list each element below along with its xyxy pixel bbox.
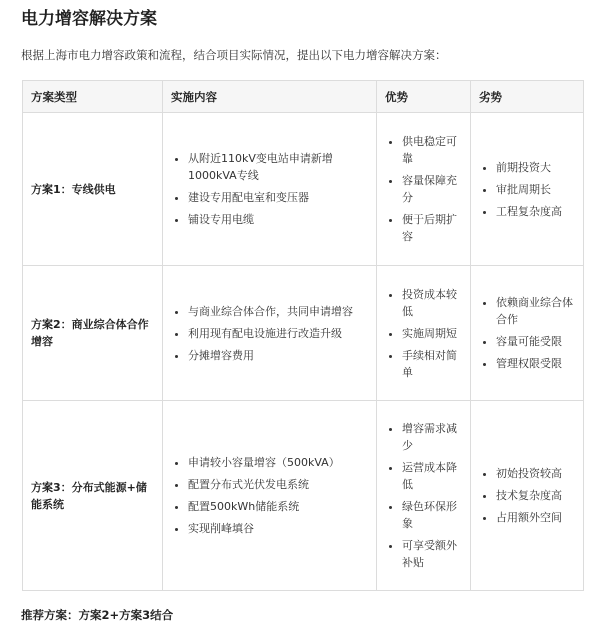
cons-list [479,294,577,372]
list-item: • 前期投资大 [496,159,577,176]
cons-list [479,465,577,526]
pros-cell [377,266,471,401]
list-item: • 手续相对简单 [402,347,464,381]
cons-cell [471,266,584,401]
list-item: • 初始投资较高 [496,465,577,482]
list-item: • 管理权限受限 [496,355,577,372]
content-cell [163,266,377,401]
list-item: • 技术复杂度高 [496,487,577,504]
header-cons: 劣势 [471,81,584,113]
list-item: • 申请较小容量增容（500kVA） [188,454,370,471]
pros-list [385,286,464,381]
list-item: • 从附近110kV变电站申请新增1000kVA专线 [188,150,370,184]
content-list [171,150,370,228]
page-title: 电力增容解决方案 [21,9,157,29]
header-content: 实施内容 [163,81,377,113]
list-item: • 绿色环保形象 [402,498,464,532]
list-item: • 占用额外空间 [496,509,577,526]
plan-name: 方案1：专线供电 [23,113,163,266]
list-item: • 工程复杂度高 [496,203,577,220]
list-item: • 与商业综合体合作，共同申请增容 [188,303,370,320]
list-item: • 容量保障充分 [402,172,464,206]
list-item: • 依赖商业综合体合作 [496,294,577,328]
content-cell [163,113,377,266]
content-cell [163,401,377,591]
table-row [23,266,584,401]
list-item: • 建设专用配电室和变压器 [188,189,370,206]
list-item: • 利用现有配电设施进行改造升级 [188,325,370,342]
pros-cell [377,401,471,591]
list-item: • 审批周期长 [496,181,577,198]
intro-paragraph: 根据上海市电力增容政策和流程，结合项目实际情况，提出以下电力增容解决方案： [21,48,447,62]
content-list [171,454,370,537]
header-pros: 优势 [377,81,471,113]
list-item: • 实施周期短 [402,325,464,342]
recommendation-text: 推荐方案：方案2+方案3结合 [21,608,174,622]
table-row [23,401,584,591]
solutions-table [22,80,584,591]
header-plan-type: 方案类型 [23,81,163,113]
list-item: • 可享受额外补贴 [402,537,464,571]
list-item: • 配置分布式光伏发电系统 [188,476,370,493]
plan-name: 方案3：分布式能源+储能系统 [23,401,163,591]
table-header-row [23,81,584,113]
list-item: • 便于后期扩容 [402,211,464,245]
content-list [171,303,370,364]
pros-list [385,133,464,245]
list-item: • 运营成本降低 [402,459,464,493]
list-item: • 供电稳定可靠 [402,133,464,167]
plan-name: 方案2：商业综合体合作增容 [23,266,163,401]
list-item: • 容量可能受限 [496,333,577,350]
list-item: • 分摊增容费用 [188,347,370,364]
cons-list [479,159,577,220]
list-item: • 实现削峰填谷 [188,520,370,537]
list-item: • 投资成本较低 [402,286,464,320]
list-item: • 增容需求减少 [402,420,464,454]
pros-cell [377,113,471,266]
cons-cell [471,113,584,266]
list-item: • 铺设专用电缆 [188,211,370,228]
list-item: • 配置500kWh储能系统 [188,498,370,515]
table-row [23,113,584,266]
cons-cell [471,401,584,591]
pros-list [385,420,464,571]
